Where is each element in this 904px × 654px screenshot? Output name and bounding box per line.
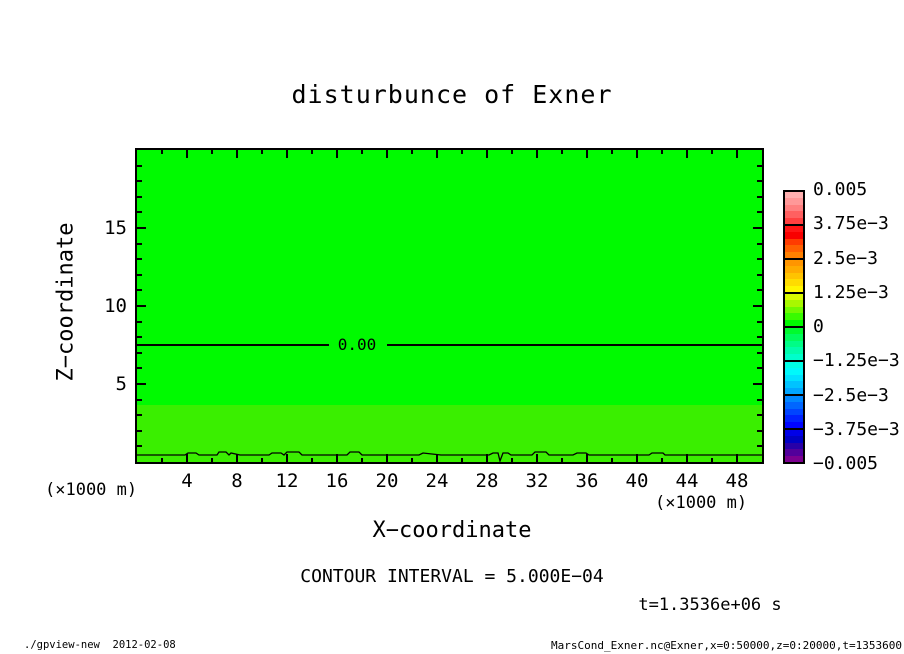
colorbar-tick-label: −1.25e−3 [813,350,900,372]
time-annotation: t=1.3536e+06 s [638,595,782,615]
x-tick-label: 4 [181,470,193,492]
x-tick-bottom [436,454,438,462]
y-tick-left [137,399,142,401]
x-tick-top [211,150,213,154]
colorbar-subband [785,388,803,394]
x-tick-label: 32 [525,470,549,492]
x-tick-label: 48 [725,470,749,492]
y-tick-right [757,414,762,416]
y-tick-right [757,367,762,369]
colorbar-tick-label: 1.25e−3 [813,281,889,303]
x-tick-bottom [636,454,638,462]
x-tick-bottom [611,458,613,462]
x-tick-label: 28 [475,470,499,492]
colorbar-subband [785,354,803,360]
colorbar-segment [785,362,803,396]
zero-contour-label: 0.00 [337,335,377,354]
y-tick-right [757,336,762,338]
x-tick-label: 36 [575,470,599,492]
x-tick-bottom [536,454,538,462]
y-tick-label: 15 [104,217,127,239]
y-tick-right [753,227,762,229]
y-tick-left [137,305,146,307]
x-tick-bottom [411,458,413,462]
x-tick-bottom [286,454,288,462]
x-tick-top [711,150,713,154]
colorbar-tick-label: −3.75e−3 [813,418,900,440]
colorbar-subband [785,218,803,224]
y-tick-right [757,243,762,245]
x-tick-bottom [311,458,313,462]
y-tick-right [757,180,762,182]
colorbar-tick-label: 2.5e−3 [813,247,879,269]
y-tick-left [137,196,142,198]
colorbar-subband [785,252,803,258]
y-tick-left [137,289,142,291]
y-tick-left [137,445,142,447]
x-tick-bottom [336,454,338,462]
zero-contour-line-right [387,344,762,346]
x-tick-bottom [186,454,188,462]
y-axis-unit: (×1000 m) [45,480,138,500]
x-axis-unit: (×1000 m) [655,493,748,513]
x-tick-top [536,150,538,158]
colorbar-segment [785,192,803,226]
x-tick-top [511,150,513,154]
x-tick-bottom [161,458,163,462]
y-tick-right [757,289,762,291]
x-tick-bottom [561,458,563,462]
colorbar-tick-label: 3.75e−3 [813,213,889,235]
x-tick-top [461,150,463,154]
y-tick-right [757,165,762,167]
x-tick-top [186,150,188,158]
colorbar-tick-label: −2.5e−3 [813,384,889,406]
y-tick-left [137,180,142,182]
colorbar [783,190,805,464]
x-tick-top [561,150,563,154]
footer-command: ./gpview-new 2012-02-08 [24,639,176,651]
colorbar-tick-label: 0.005 [813,179,868,200]
y-tick-right [757,196,762,198]
x-tick-bottom [511,458,513,462]
y-tick-label: 5 [115,373,127,395]
y-tick-right [753,305,762,307]
x-tick-top [411,150,413,154]
contour-interval-note: CONTOUR INTERVAL = 5.000E−04 [300,566,604,587]
y-tick-right [757,430,762,432]
colorbar-tick-label: −0.005 [813,453,879,474]
colorbar-segment [785,260,803,294]
x-tick-bottom [461,458,463,462]
x-tick-bottom [686,454,688,462]
colorbar-subband [785,422,803,428]
x-tick-top [586,150,588,158]
zero-contour-line-left [137,344,329,346]
x-tick-bottom [736,454,738,462]
y-tick-right [757,352,762,354]
x-tick-top [386,150,388,158]
x-tick-top [661,150,663,154]
colorbar-segment [785,328,803,362]
x-tick-bottom [586,454,588,462]
surface-contour-line [137,446,762,466]
x-tick-label: 40 [625,470,649,492]
y-tick-left [137,258,142,260]
y-tick-left [137,321,142,323]
x-tick-label: 44 [675,470,699,492]
colorbar-subband [785,286,803,292]
y-tick-right [757,274,762,276]
y-tick-left [137,383,146,385]
y-tick-right [753,383,762,385]
x-tick-bottom [386,454,388,462]
colorbar-tick-label: 0 [813,316,824,337]
x-tick-bottom [661,458,663,462]
y-tick-right [757,211,762,213]
colorbar-segment [785,294,803,328]
y-tick-left [137,352,142,354]
x-tick-top [236,150,238,158]
x-tick-top [611,150,613,154]
colorbar-segment [785,226,803,260]
x-tick-top [261,150,263,154]
x-tick-bottom [486,454,488,462]
y-tick-left [137,367,142,369]
y-tick-left [137,274,142,276]
y-tick-right [757,321,762,323]
footer-source: MarsCond_Exner.nc@Exner,x=0:50000,z=0:20000,t=1353600 [551,639,902,652]
y-tick-right [757,258,762,260]
y-tick-left [137,243,142,245]
y-tick-left [137,414,142,416]
y-axis-title: Z−coordinate [53,222,79,382]
x-tick-bottom [211,458,213,462]
x-tick-bottom [261,458,263,462]
y-tick-left [137,211,142,213]
y-tick-label: 10 [104,295,127,317]
x-axis-title: X−coordinate [372,518,532,543]
x-tick-label: 8 [231,470,243,492]
y-tick-left [137,165,142,167]
x-tick-label: 20 [375,470,399,492]
x-tick-bottom [361,458,363,462]
colorbar-subband [785,456,803,462]
colorbar-subband [785,320,803,326]
x-tick-label: 24 [425,470,449,492]
x-tick-top [336,150,338,158]
x-tick-top [436,150,438,158]
x-tick-top [636,150,638,158]
x-tick-bottom [711,458,713,462]
colorbar-segment [785,396,803,430]
y-tick-left [137,227,146,229]
x-tick-label: 16 [325,470,349,492]
y-tick-right [757,399,762,401]
x-tick-top [161,150,163,154]
x-tick-top [311,150,313,154]
x-tick-top [486,150,488,158]
y-tick-left [137,336,142,338]
x-tick-top [361,150,363,154]
x-tick-top [286,150,288,158]
y-tick-right [757,445,762,447]
plot-title: disturbunce of Exner [291,80,613,109]
y-tick-left [137,430,142,432]
x-tick-bottom [236,454,238,462]
x-tick-top [686,150,688,158]
x-tick-top [736,150,738,158]
x-tick-label: 12 [275,470,299,492]
plot-area [135,148,764,464]
colorbar-segment [785,430,803,462]
